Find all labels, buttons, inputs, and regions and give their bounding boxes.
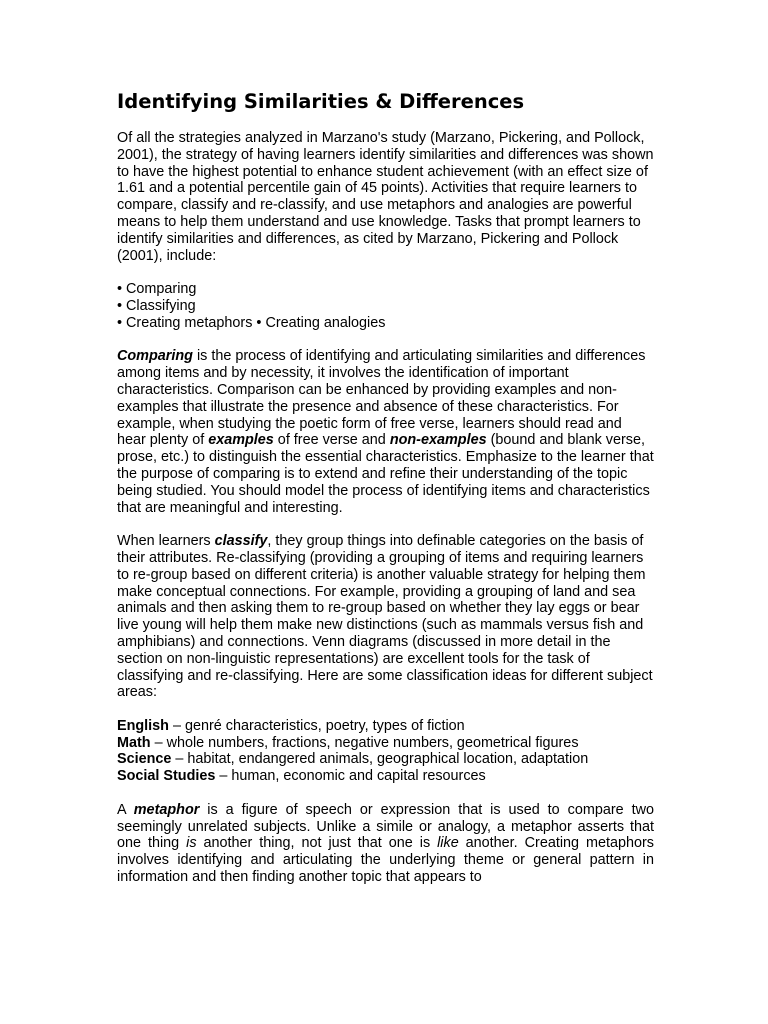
- comparing-text-1: is the process of identifying and articulating similarities and differences among items and by necessity, it involves the identification of important characteristics. Comparison can be enhanced by providing examples and non- examples that illustrate the presence and absence of these characteristics. For example, when studying the poetic form of free verse, learners should read and hear plenty of: [117, 348, 646, 449]
- subject-desc: – human, economic and capital resources: [215, 768, 486, 785]
- subject-row: [117, 718, 654, 735]
- emphasis-is: is: [186, 835, 197, 852]
- page-title: Identifying Similarities & Differences: [117, 90, 525, 113]
- term-examples: examples: [208, 432, 274, 449]
- comparing-text-3: (bound and blank verse, prose, etc.) to distinguish the essential characteristics. Emphasize to the learner that the purpose of comparing is to extend and refine their understanding of the topic being studied. You should model the process of identifying items and characteristics that are meaningful and interesting.: [117, 432, 654, 516]
- intro-paragraph: Of all the strategies analyzed in Marzano's study (Marzano, Pickering, and Pollock, 2001), the strategy of having learners identify similarities and differences was shown to have the highest potential to enhance student achievement (with an effect size of 1.61 and a potential percentile gain of 45 points). Activities that require learners to compare, classify and re-classify, and use metaphors and analogies are powerful means to help them understand and use knowledge. Tasks that prompt learners to identify similarities and differences, as cited by Marzano, Pickering and Pollock (2001), include:: [117, 130, 654, 264]
- term-non-examples: non-examples: [389, 432, 487, 449]
- comparing-text-2: of free verse and: [273, 432, 390, 449]
- metaphor-text-3: another thing, not just that one is: [196, 835, 438, 852]
- metaphor-paragraph: [117, 802, 654, 886]
- term-classify: classify: [214, 533, 268, 550]
- classify-paragraph: [117, 533, 654, 701]
- subject-name: Science: [117, 751, 172, 768]
- strategy-list: [117, 281, 654, 331]
- emphasis-like: like: [437, 835, 459, 852]
- metaphor-text-1: A: [117, 801, 134, 818]
- list-item: • Comparing: [117, 281, 197, 298]
- comparing-paragraph: [117, 348, 654, 516]
- subject-row: [117, 768, 654, 785]
- document-body: [117, 130, 654, 903]
- subject-row: [117, 751, 654, 768]
- term-metaphor: metaphor: [133, 801, 200, 818]
- subject-list: [117, 718, 654, 785]
- metaphor-text-4: another. Creating metaphors involves identifying and articulating the underlying theme or general pattern in information and then finding another topic that appears to: [117, 835, 654, 886]
- metaphor-text-2: is a figure of speech or expression that is used to compare two seemingly unrelated subjects. Unlike a simile or analogy, a metaphor asserts that one thing: [117, 801, 654, 852]
- list-item: • Creating metaphors • Creating analogies: [117, 314, 386, 331]
- classify-text-2: , they group things into definable categories on the basis of their attributes. Re-classifying (providing a grouping of items and requiring learners to re-group based on different criteria) is another valuable strategy for helping them make conceptual connections. For example, providing a grouping of land and sea animals and then asking them to re-group based on whether they lay eggs or bear live young will help them make new distinctions (such as mammals versus fish and amphibians) and connections. Venn diagrams (discussed in more detail in the section on non-linguistic representations) are excellent tools for the task of classifying and re-classifying. Here are some classification ideas for different subject areas:: [117, 533, 653, 701]
- term-comparing: Comparing: [117, 348, 193, 365]
- subject-desc: – genré characteristics, poetry, types of fiction: [168, 717, 465, 734]
- subject-row: [117, 735, 654, 752]
- subject-name: English: [117, 717, 169, 734]
- subject-desc: – habitat, endangered animals, geographical location, adaptation: [171, 751, 589, 768]
- subject-name: Math: [117, 734, 151, 751]
- classify-text-1: When learners: [117, 533, 215, 550]
- subject-name: Social Studies: [117, 768, 216, 785]
- list-item: • Classifying: [117, 297, 196, 314]
- subject-desc: – whole numbers, fractions, negative numbers, geometrical figures: [150, 734, 579, 751]
